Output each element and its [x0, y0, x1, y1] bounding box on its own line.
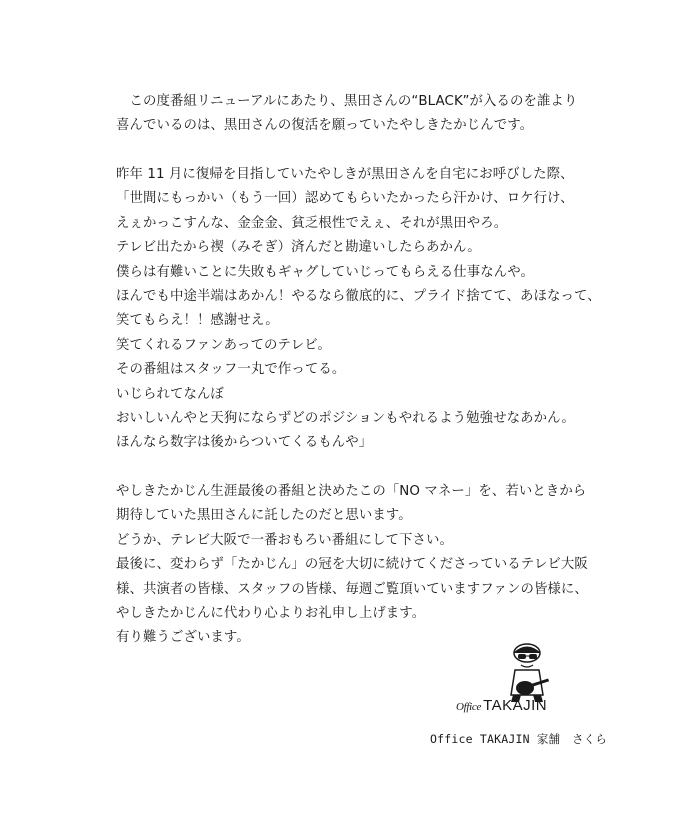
letter-line: 最後に、変わらず「たかじん」の冠を大切に続けてくださっているテレビ大阪	[116, 557, 588, 573]
letter-line: 僕らは有難いことに失敗もギャグしていじってもらえる仕事なんや。	[116, 264, 534, 280]
letter-line: 期待していた黒田さんに託したのだと思います。	[116, 508, 412, 524]
letter-line: この度番組リニューアルにあたり、黒田さんの“BLACK”が入るのを誰より	[116, 94, 578, 109]
letter-line: 様、共演者の皆様、スタッフの皆様、毎週ご覧頂いていますファンの皆様に、	[116, 581, 588, 597]
paragraph-2	[116, 163, 601, 456]
logo-name-text: TAKAJIN	[483, 697, 548, 714]
paragraph-3	[116, 480, 588, 651]
logo-office-text: Office	[456, 701, 482, 713]
signature: Office TAKAJIN 家舗 さくら	[430, 732, 608, 746]
letter-line: 「世間にもっかい（もう一回）認めてもらいたかったら汗かけ、ロケ行け、	[116, 191, 574, 207]
letter-line: やしきたかじん生涯最後の番組と決めたこの「NO マネー」を、若いときから	[116, 484, 587, 499]
letter-line: ほんでも中途半端はあかん！やるなら徹底的に、プライド捨てて、あほなって、	[116, 289, 601, 305]
letter-line: ほんなら数字は後からついてくるもんや」	[116, 435, 373, 451]
letter-line: テレビ出たから禊（みそぎ）済んだと勘違いしたらあかん。	[116, 240, 481, 256]
letter-line: いじられてなんぼ	[116, 386, 224, 402]
letter-line: その番組はスタッフ一丸で作ってる。	[116, 362, 346, 378]
letter-line: 笑てくれるファンあってのテレビ。	[116, 337, 332, 353]
letter-line: 笑てもらえ！！感謝せえ。	[116, 313, 279, 329]
paragraph-1	[116, 90, 577, 139]
letter-line: やしきたかじんに代わり心よりお礼申し上げます。	[116, 606, 426, 622]
letter-line: 喜んでいるのは、黒田さんの復活を願っていたやしきたかじんです。	[116, 118, 534, 134]
letter-line: 昨年 11 月に復帰を目指していたやしきが黒田さんを自宅にお呼びした際、	[116, 167, 574, 182]
letter-line: どうか、テレビ大阪で一番おもろい番組にして下さい。	[116, 532, 453, 548]
letter-line: おいしいんやと天狗にならずどのポジションもやれるよう勉強せなあかん。	[116, 411, 575, 427]
letter-line: えぇかっこすんな、金金金、貧乏根性でえぇ、それが黒田やろ。	[116, 215, 508, 231]
office-takajin-logo	[456, 697, 547, 715]
letter-line: 有り難うございます。	[116, 630, 250, 646]
